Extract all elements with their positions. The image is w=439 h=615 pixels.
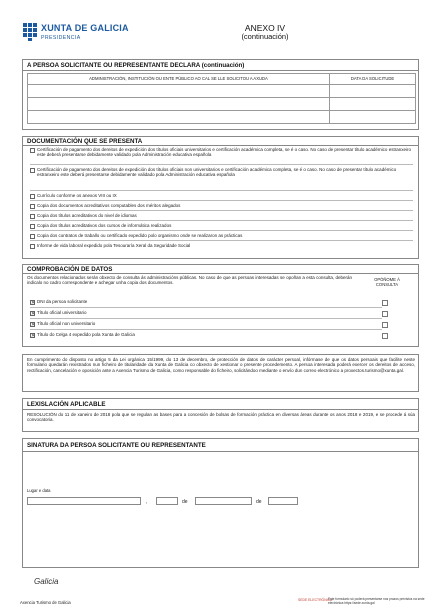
declared-aid-table [27,73,416,124]
oppose-checkbox[interactable] [382,311,388,317]
data-check-item [30,310,382,319]
document-checkbox[interactable] [30,214,35,219]
oppose-column-header: OPÓÑOME Á CONSULTA [374,277,400,287]
place-field[interactable] [27,497,141,505]
section-law-title: LEXISLACIÓN APLICABLE [27,401,106,408]
data-check-label: Título do Celga 4 expedido pola Xunta de Galicia [37,332,135,337]
document-label: Copia dos documentos acreditativos computables dos méritos alegados [37,203,181,208]
de-separator: de [256,499,262,505]
org-department: PRESIDENCIA [41,35,81,41]
document-checkbox[interactable] [30,168,35,173]
org-name: XUNTA DE GALICIA [41,23,129,33]
document-label: Currículo conforme os anexos VIII ou IX [37,193,117,198]
check-mark-icon[interactable]: ✕ [31,333,36,339]
document-label: Copia dos contratos de traballo ou certificado expedido polo organismo onde se realizaron as prácticas [37,233,243,238]
data-check-label: Título oficial non universitario [37,321,96,326]
document-checkbox[interactable] [30,234,35,239]
admin-cell[interactable] [28,85,330,98]
check-mark-icon[interactable]: ✕ [31,300,36,306]
year-field[interactable] [268,497,298,505]
document-checkbox[interactable] [30,194,35,199]
document-checkbox[interactable] [30,204,35,209]
document-item [30,203,413,211]
section-documents-title: DOCUMENTACIÓN QUE SE PRESENTA [27,138,143,145]
admin-cell[interactable] [28,98,330,111]
annex-subtitle: (continuación) [241,32,289,41]
document-item [30,167,413,191]
document-checkbox[interactable] [30,148,35,153]
document-item [30,193,413,201]
admin-cell[interactable] [28,111,330,124]
document-label: Informe de vida laboral expedido pola Tesouraría Xeral da Seguridade Social [37,243,191,248]
check-mark-icon[interactable]: ✕ [31,311,36,317]
document-label: Certificación de pagamento dos dereitos de expedición dos títulos oficiais non universitarios e certificación académica completa, se é o caso. No caso de presentar título académico estranxeiro este deberá presentarse debidamente validado pola Administración educativa española [37,167,397,178]
xunta-logo-icon [22,22,38,42]
document-checkbox[interactable] [30,224,35,229]
galicia-logo: Galicia [34,577,59,586]
data-check-item [30,299,382,308]
data-check-label: Título oficial universitario [37,310,87,315]
section-declares-title: A PERSOA SOLICITANTE OU REPRESENTANTE DECLARA (continuación) [27,62,245,69]
data-check-item [30,321,382,330]
column-header-admin: ADMINISTRACIÓN, INSTITUCIÓN OU ENTE PÚBLICO AO CAL SE LLE SOLICITOU A AXUDA [28,74,330,85]
check-mark-icon[interactable]: ✕ [31,322,36,328]
footer-note: Este formulario só poderá presentarse nos prazos previstos na sede electrónica https://sede.xunta.gal [328,597,425,605]
privacy-notice: En cumprimento do disposto no artigo 5 da Lei orgánica 15/1999, do 13 de decembro, de protección de datos de carácter persoal, infórmase de que os datos persoais que facilite neste formulario quedarán rexistrados nun ficheiro de titularidade da Xunta de Galicia co obxecto de xestionar o presente procedemento. A persoa interesada poderá exercer os dereitos de acceso, rectificación, cancelación e oposición ante a Axencia Turismo de Galicia, como responsable do ficheiro, solicitándoo mediante o envío dun correo electrónico a proxectos.turismo@xunta.gal. [27,357,415,373]
date-cell[interactable] [330,111,416,124]
column-header-date: DATA DA SOLICITUDE [330,74,416,85]
document-item [30,243,413,251]
document-item [30,213,413,221]
data-check-label: DNI da persoa solicitante [37,299,88,304]
oppose-checkbox[interactable] [382,300,388,306]
data-check-intro: Os documentos relacionados serán obxecto de consulta ás administracións públicas. No caso de que as persoas interesadas se opoñan a esta consulta, deberán indicalo no cadro correspondente e achegar unha copia dos documentos. [27,275,352,286]
oppose-checkbox[interactable] [382,322,388,328]
de-separator: de [182,499,188,505]
annex-title: ANEXO IV [244,23,286,33]
agency-name: Axencia Turismo de Galicia [20,600,71,605]
month-field[interactable] [195,497,252,505]
document-checkbox[interactable] [30,244,35,249]
document-label: Certificación de pagamento dos dereitos de expedición dos títulos oficiais universitarios e certificación académica completa, se é o caso. No caso de presentar título académico estranxeiro este deberá presentarse debidamente validado pola Administración educativa española [37,147,411,158]
document-item [30,223,413,231]
day-field[interactable] [156,497,178,505]
place-date-label: Lugar e data [27,488,51,493]
section-signature-title: SINATURA DA PERSOA SOLICITANTE OU REPRESENTANTE [27,442,206,449]
document-label: Copia dos títulos acreditativos dos cursos de informática realizados [37,223,172,228]
date-cell[interactable] [330,85,416,98]
oppose-checkbox[interactable] [382,333,388,339]
data-check-item [30,332,382,341]
comma-separator: , [146,499,148,505]
document-label: Copia dos títulos acreditativos do nivel de idiomas [37,213,137,218]
document-item [30,147,413,165]
date-cell[interactable] [330,98,416,111]
law-text: RESOLUCIÓN do 11 de xaneiro de 2018 pola que se regulan as bases para a concesión de bolsas de formación práctica en diversas áreas durante os anos 2018 e 2019, e se procede á súa convocatoria. [27,412,415,423]
sede-brand: SEDE ELECTRÓNICA [298,598,333,602]
document-item [30,233,413,241]
section-data-check-title: COMPROBACIÓN DE DATOS [27,266,113,273]
